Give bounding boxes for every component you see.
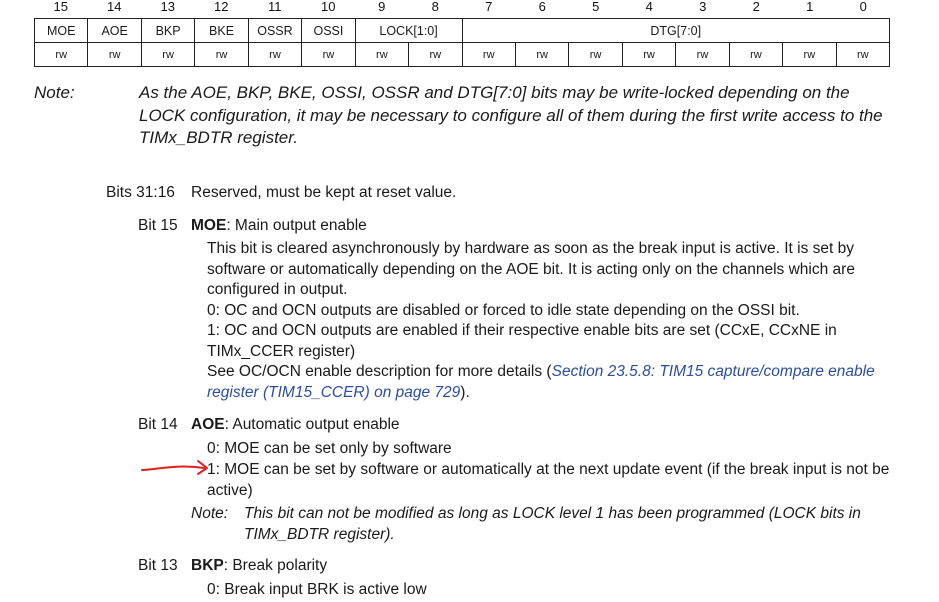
- annotation-arrow-icon: [140, 458, 212, 478]
- bit13-title: : Break polarity: [223, 557, 328, 574]
- register-field: OSSI: [302, 19, 355, 43]
- access-cell: rw: [783, 43, 836, 67]
- bit15-description: This bit is cleared asynchronously by hardware as soon as the break input is active. It is set by software or automatically depending on the AOE bit. It is acting only on the channels which are configured in output.: [207, 240, 855, 298]
- access-cell: rw: [248, 43, 301, 67]
- bit-number: 8: [431, 0, 439, 14]
- bit15-option-0: 0: OC and OCN outputs are disabled or forced to idle state depending on the OSSI bit.: [207, 302, 800, 319]
- bit-number: 4: [645, 0, 653, 14]
- bit-number: 0: [859, 0, 867, 14]
- access-cell: rw: [302, 43, 355, 67]
- bit-number: 6: [538, 0, 546, 14]
- bit14-note-label: Note:: [191, 505, 229, 522]
- bit14-label: Bit 14: [138, 416, 178, 433]
- bit15-see-prefix: See OC/OCN enable description for more details (: [207, 363, 552, 380]
- reserved-bits-text: Reserved, must be kept at reset value.: [191, 184, 457, 201]
- bit15-see-also: [207, 362, 897, 403]
- bit15-option-1: 1: OC and OCN outputs are enabled if their respective enable bits are set (CCxE, CCxNE in TIMx_CCER register): [207, 322, 837, 360]
- bit13-label: Bit 13: [138, 557, 178, 574]
- access-cell: rw: [409, 43, 462, 67]
- bit-number: 13: [160, 0, 175, 14]
- bit-number: 11: [268, 0, 282, 14]
- access-cell: rw: [35, 43, 88, 67]
- register-field: MOE: [35, 19, 88, 43]
- note-label: Note:: [34, 83, 75, 102]
- bit-number: 15: [53, 0, 68, 14]
- bit-number: 10: [321, 0, 336, 14]
- access-cell: rw: [515, 43, 568, 67]
- bit-number: 9: [378, 0, 386, 14]
- access-cell: rw: [569, 43, 622, 67]
- bit15-name: MOE: [191, 217, 227, 234]
- register-field: LOCK[1:0]: [355, 19, 462, 43]
- access-cell: rw: [462, 43, 515, 67]
- reserved-bits-label: Bits 31:16: [106, 184, 175, 201]
- section-link[interactable]: Section 23.5.8: TIM15 capture/compare enable register (TIM15_CCER) on page 729: [207, 363, 875, 401]
- access-cell: rw: [622, 43, 675, 67]
- register-field: DTG[7:0]: [462, 19, 890, 43]
- bit-number: 12: [214, 0, 229, 14]
- bit15-label: Bit 15: [138, 217, 178, 234]
- bit15-title: : Main output enable: [226, 217, 367, 234]
- bit-number: 14: [107, 0, 122, 14]
- access-row: [35, 43, 890, 67]
- bit14-option-0: 0: MOE can be set only by software: [207, 440, 452, 457]
- bit14-option-1: 1: MOE can be set by software or automatically at the next update event (if the break input is not be active): [207, 461, 890, 499]
- bit14-note-text: This bit can not be modified as long as LOCK level 1 has been programmed (LOCK bits in TIMx_BDTR register).: [244, 505, 861, 543]
- bit-number: 7: [485, 0, 493, 14]
- access-cell: rw: [676, 43, 729, 67]
- access-cell: rw: [729, 43, 782, 67]
- bit14-title: : Automatic output enable: [224, 416, 400, 433]
- access-cell: rw: [355, 43, 408, 67]
- register-field: AOE: [88, 19, 141, 43]
- access-cell: rw: [88, 43, 141, 67]
- bit-number: 3: [699, 0, 707, 14]
- field-row: [35, 19, 890, 43]
- register-field: BKP: [141, 19, 194, 43]
- bit-number: 2: [752, 0, 760, 14]
- bit14-heading: [191, 415, 400, 436]
- bit-number: 1: [806, 0, 814, 14]
- register-field: OSSR: [248, 19, 301, 43]
- register-field: BKE: [195, 19, 248, 43]
- access-cell: rw: [141, 43, 194, 67]
- bit13-name: BKP: [191, 557, 224, 574]
- bit15-see-suffix: ).: [460, 383, 470, 401]
- bit13-option-0: 0: Break input BRK is active low: [207, 581, 427, 598]
- bit-number-row: [34, 0, 890, 16]
- bit-number: 5: [592, 0, 600, 14]
- register-table: [34, 18, 890, 67]
- bit15-heading: [191, 216, 367, 237]
- note-text: As the AOE, BKP, BKE, OSSI, OSSR and DTG[7:0] bits may be write-locked depending on the LOCK configuration, it may be necessary to configure all of them during the first write access to the TIMx_BDTR register.: [139, 83, 883, 147]
- bit14-name: AOE: [191, 416, 225, 433]
- bit13-heading: [191, 556, 327, 577]
- access-cell: rw: [836, 43, 889, 67]
- access-cell: rw: [195, 43, 248, 67]
